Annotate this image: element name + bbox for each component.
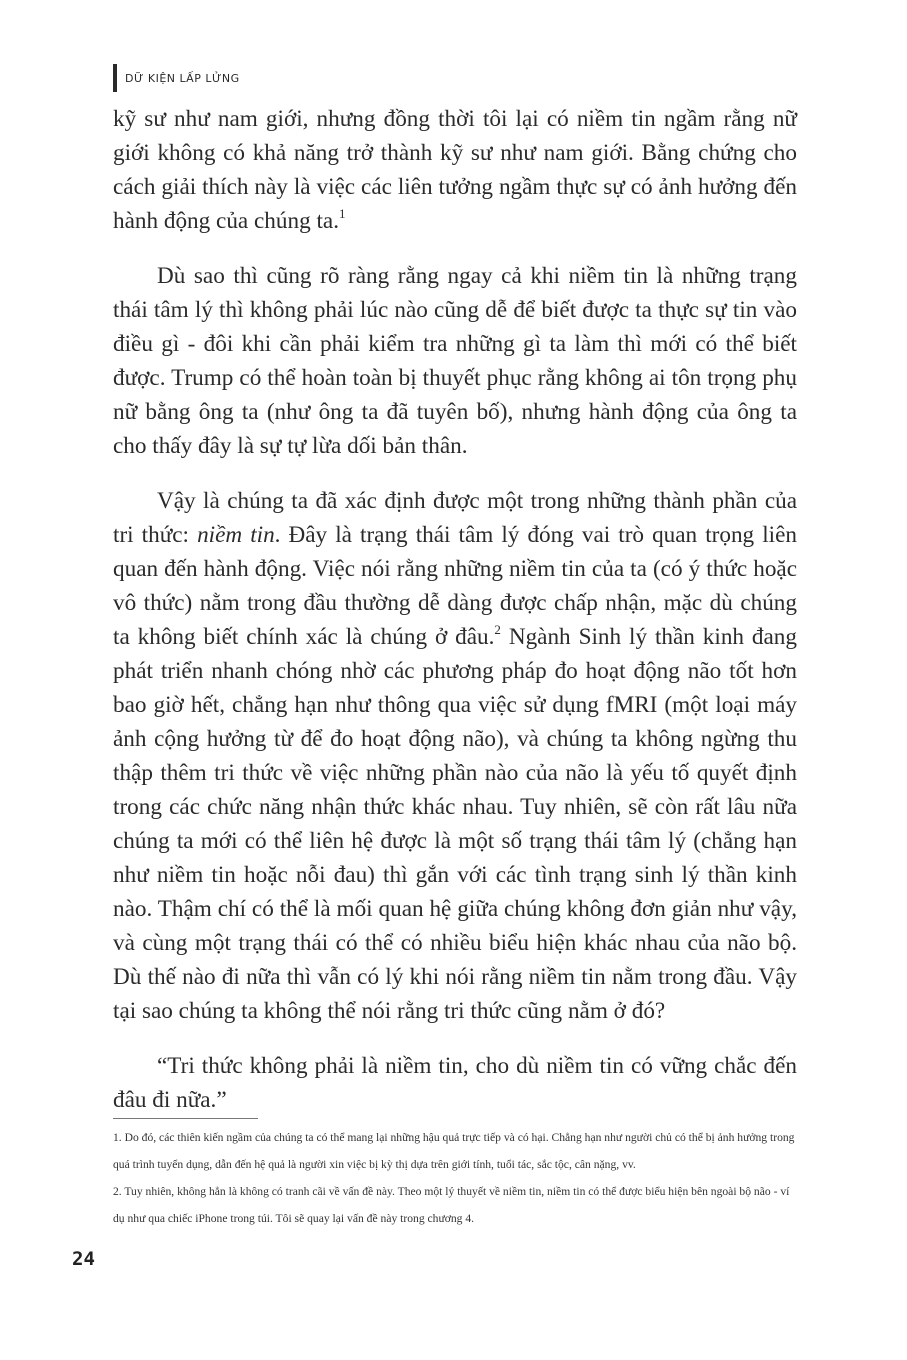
quote-paragraph: [113, 1049, 797, 1117]
paragraph-text: . Đây là trạng thái tâm lý đóng vai trò quan trọng liên quan đến hành động. Việc nói rằng những niềm tin của ta (có ý thức hoặc vô thức) nằm trong đầu thường dễ dàng được chấp nhận, mặc dù chúng ta không biết chính xác là chúng ở đâu.: [113, 522, 797, 650]
paragraph: [113, 259, 797, 463]
footnote-ref: 1: [339, 206, 346, 222]
paragraph-text: Dù sao thì cũng rõ ràng rằng ngay cả khi niềm tin là những trạng thái tâm lý thì không phải lúc nào cũng dễ để biết được ta thực sự tin vào điều gì - đôi khi cần phải kiểm tra những gì ta làm thì mới có thể biết được. Trump có thể hoàn toàn bị thuyết phục rằng không ai tôn trọng phụ nữ bằng ông ta (như ông ta đã tuyên bố), nhưng hành động của ông ta cho thấy đây là sự tự lừa dối bản thân.: [113, 263, 797, 459]
paragraph-text: “Tri thức không phải là niềm tin, cho dù niềm tin có vững chắc đến đâu đi nữa.”: [113, 1053, 797, 1113]
body-text: [113, 102, 797, 1138]
paragraph-text: kỹ sư như nam giới, nhưng đồng thời tôi lại có niềm tin ngầm rằng nữ giới không có khả năng trở thành kỹ sư như nam giới. Bằng chứng cho cách giải thích này là việc các liên tưởng ngầm thực sự có ảnh hưởng đến hành động của chúng ta.: [113, 106, 797, 234]
paragraph-text: Vậy là chúng ta đã xác định được một trong những thành phần của tri thức:: [113, 488, 797, 548]
emphasis-term: niềm tin: [197, 522, 275, 548]
paragraph: [113, 102, 797, 238]
footnote-divider: [113, 1118, 258, 1119]
footnote: 2. Tuy nhiên, không hẳn là không có tranh cãi về vấn đề này. Theo một lý thuyết về niềm tin, niềm tin có thể được biểu hiện bên ngoài bộ não - ví dụ như qua chiếc iPhone trong túi. Tôi sẽ quay lại vấn đề này trong chương 4.: [113, 1185, 790, 1225]
running-head-title: DỮ KIỆN LẤP LỬNG: [125, 71, 240, 85]
footnotes: [113, 1124, 803, 1232]
running-head: [113, 64, 240, 92]
running-head-bar: [113, 64, 117, 92]
paragraph-text: Ngành Sinh lý thần kinh đang phát triển nhanh chóng nhờ các phương pháp đo hoạt động não tốt hơn bao giờ hết, chẳng hạn như thông qua việc sử dụng fMRI (một loại máy ảnh cộng hưởng từ để đo hoạt động não), và chúng ta không ngừng thu thập thêm tri thức về việc những phần nào của não là yếu tố quyết định trong các chức năng nhận thức khác nhau. Tuy nhiên, sẽ còn rất lâu nữa chúng ta mới có thể liên hệ được là một số trạng thái tâm lý (chẳng hạn như niềm tin hoặc nỗi đau) thì gắn với các tình trạng sinh lý thần kinh nào. Thậm chí có thể là mối quan hệ giữa chúng không đơn giản như vậy, và cùng một trạng thái có thể có nhiều biểu hiện khác nhau của não bộ. Dù thế nào đi nữa thì vẫn có lý khi nói rằng niềm tin nằm trong đầu. Vậy tại sao chúng ta không thể nói rằng tri thức cũng nằm ở đó?: [113, 624, 797, 1024]
paragraph: [113, 484, 797, 1028]
page-number: 24: [72, 1248, 95, 1270]
footnote-ref: 2: [494, 622, 501, 638]
footnote: 1. Do đó, các thiên kiến ngầm của chúng ta có thể mang lại những hậu quả trực tiếp và có hại. Chẳng hạn như người chủ có thể bị ảnh hưởng trong quá trình tuyển dụng, dẫn đến hệ quả là người xin việc bị kỳ thị dựa trên giới tính, tuổi tác, sắc tộc, cân nặng, vv.: [113, 1131, 795, 1171]
